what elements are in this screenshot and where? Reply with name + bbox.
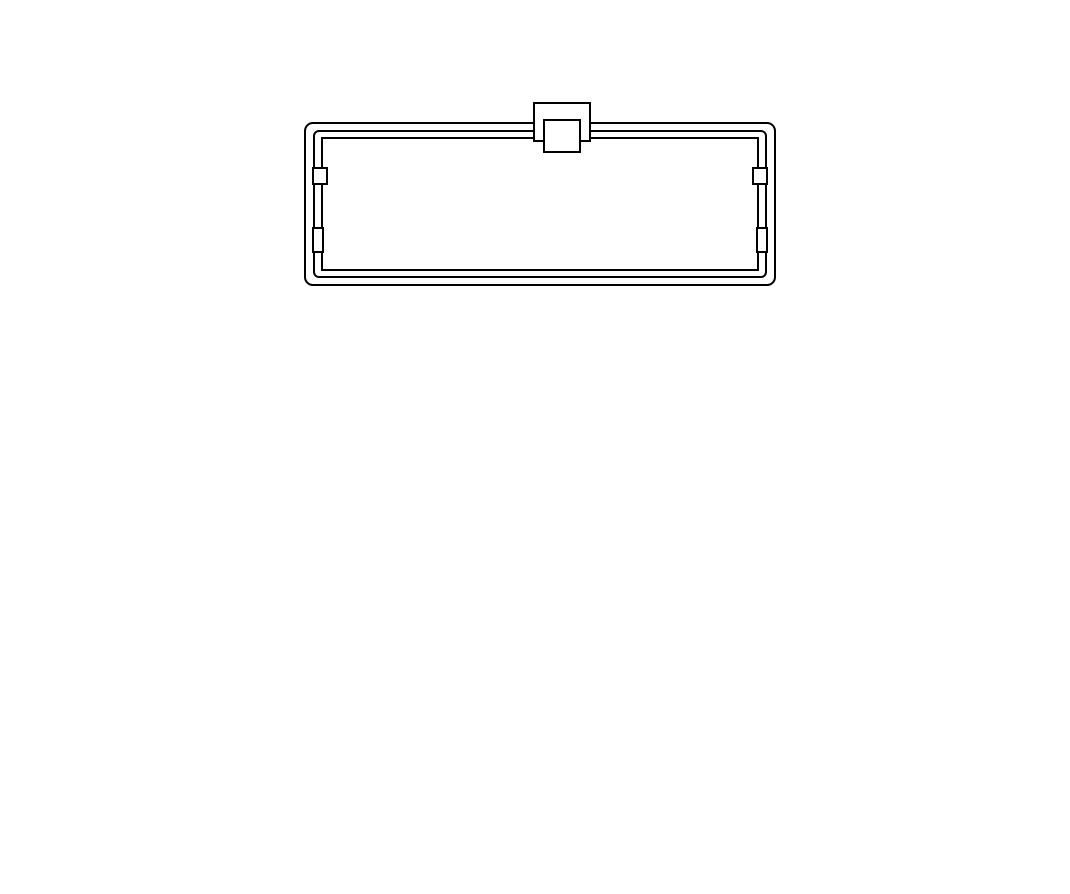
connector-diagram bbox=[300, 100, 780, 290]
connector-housing bbox=[305, 103, 775, 285]
